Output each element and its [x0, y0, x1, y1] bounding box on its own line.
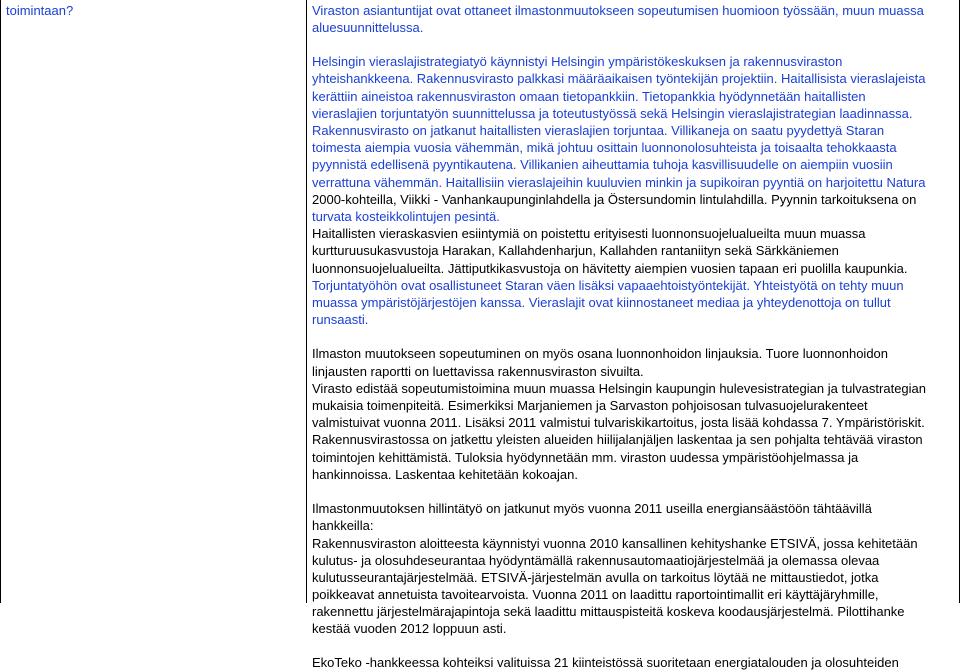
text-line — [312, 19, 423, 37]
text-segment: vieraslajien torjuntatyön suunnittelussa ja toteutustyössä sekä Helsingin vieraslajistrategian laadinnassa. — [312, 106, 913, 121]
text-segment: kestää vuoden 2012 loppuun asti. — [312, 621, 507, 636]
text-line — [312, 569, 879, 587]
text-segment: kulutusseurantajärjestelmää. ETSIVÄ-järjestelmän avulla on tarkoitus löytää ne mittaustiedot, jotka — [312, 570, 879, 585]
text-segment: pyynnistä edellisenä pyyntikautena. Villikanien aiheuttamia tuhoja kasvillisuudelle on aiempiin vuosiin — [312, 157, 893, 172]
text-segment: hankinnoissa. Laskentaa kehitetään kokoajan. — [312, 467, 578, 482]
text-line — [312, 105, 913, 123]
text-line — [312, 311, 368, 329]
text-segment: Haitallisten vieraskasvien esiintymiä on poistettu erityisesti luonnonsuojelualueilta muun muassa — [312, 226, 866, 241]
text-segment: toimesta aiempia vuosia vähemmän, mikä johtuu osittain luonnonolosuhteista ja toisaalta tehokkaasta — [312, 140, 897, 155]
text-line — [312, 620, 506, 638]
text-line — [312, 603, 905, 621]
text-segment: Virasto edistää sopeutumistoimina muun muassa Helsingin kaupungin hulevesistrategian ja tulvastrategian — [312, 381, 927, 396]
text-line — [312, 208, 500, 226]
text-line — [312, 517, 373, 535]
text-segment: toimintojen kehittämistä. Tuloksia hyödynnetään mm. viraston uudessa ympäristöohjelmassa ja — [312, 450, 859, 465]
text-line — [312, 53, 842, 71]
table-left-border — [0, 0, 1, 603]
text-segment: luonnonsuojelualueilta. Jättiputkikasvustoja on hävitetty aiempien vuosien tapaan eri puolilla kaupunkia. — [312, 261, 908, 276]
text-segment: runsaasti. — [312, 312, 369, 327]
table-column-divider — [306, 0, 307, 603]
text-line — [312, 174, 925, 192]
text-line — [312, 431, 923, 449]
text-line — [312, 586, 879, 604]
text-segment: kurtturuusukasvustoja Harakan, Kallahdenharjun, Kallahden rantaniityn sekä Särkkäniemen — [312, 243, 839, 258]
text-segment: verrattuna vähemmän. Haitallisiin vieraslajeihin kuuluvien minkin ja supikoiran pyyntiä on harjoitettu Natura — [312, 175, 926, 190]
text-line — [312, 654, 899, 672]
text-line — [312, 139, 897, 157]
text-segment: Viraston asiantuntijat ovat ottaneet ilmastonmuutokseen sopeutumisen huomioon työssään, muun muassa — [312, 3, 924, 18]
text-line — [312, 535, 918, 553]
text-line — [312, 88, 866, 106]
text-segment: Helsingin vieraslajistrategiatyö käynnistyi Helsingin ympäristökeskuksen ja rakennusviraston — [312, 54, 843, 69]
text-line — [312, 363, 644, 381]
text-segment: turvata kosteikkolintujen pesintä. — [312, 209, 500, 224]
text-line — [312, 414, 925, 432]
text-line — [312, 225, 866, 243]
text-segment: Ilmaston muutokseen sopeutuminen on myös osana luonnonhoidon linjauksia. Tuore luonnonhoidon — [312, 346, 889, 361]
text-segment: muassa ympäristöjärjestöjen kanssa. Vieraslajit ovat kiinnostaneet mediaa ja yhteydenottoja on tullut — [312, 295, 891, 310]
text-segment: valmistuivat vuonna 2011. Lisäksi 2011 valmistui tulvariskikartoitus, josta lisää kohdassa 7. Ympäristöriskit. — [312, 415, 925, 430]
text-segment: mukaisia toimenpiteitä. Esimerkiksi Marjaniemen ja Sarvaston pohjoisosan tulvasuojelurakenteet — [312, 398, 868, 413]
text-segment: poikkeavat annetuista tavoitearvoista. Vuonna 2011 on laadittu raportointimallit eri käyttäjäryhmille, — [312, 587, 879, 602]
text-segment: kerättiin aineistoa rakennusviraston omaan tietopankkiin. Tietopankkia hyödynnetään haitallisten — [312, 89, 866, 104]
text-segment: Rakennusviraston aloitteesta käynnistyi vuonna 2010 kansallinen kehityshanke ETSIVÄ, jossa kehitetään — [312, 536, 918, 551]
text-segment: Torjuntatyöhön ovat osallistuneet Staran väen lisäksi vapaaehtoistyöntekijät. Yhteistyötä on tehty muun — [312, 278, 904, 293]
text-line — [312, 122, 884, 140]
text-line — [312, 397, 868, 415]
text-line — [312, 380, 926, 398]
text-line — [312, 277, 904, 295]
question-text: toimintaan? — [6, 3, 74, 18]
text-line — [312, 449, 858, 467]
text-segment: Ilmastonmuutoksen hillintätyö on jatkunut myös vuonna 2011 useilla energiansäästöön tähtäävillä — [312, 501, 872, 516]
text-line — [312, 500, 872, 518]
text-segment: aluesuunnittelussa. — [312, 20, 424, 35]
text-line — [312, 345, 888, 363]
text-segment: EkoTeko -hankkeessa kohteiksi valituissa 21 kiinteistössä suoritetaan energiatalouden ja olosuhteiden — [312, 655, 899, 670]
text-line — [312, 191, 916, 209]
text-segment: linjausten raportti on luettavissa rakennusviraston sivuilta. — [312, 364, 644, 379]
text-line — [312, 552, 879, 570]
text-line — [312, 260, 908, 278]
text-segment: hankkeilla: — [312, 518, 374, 533]
text-line — [312, 70, 925, 88]
text-line — [312, 466, 578, 484]
text-segment: 2000-kohteilla, Viikki - Vanhankaupunginlahdella ja Östersundomin lintulahdilla. Pyynnin tarkoituksena on — [312, 192, 917, 207]
text-segment: rakennettu järjestelmärajapintoja sekä laadittu mittauspisteitä koskeva koodausjärjestelmä. Pilottihanke — [312, 604, 905, 619]
text-segment: yhteishankkeena. Rakennusvirasto palkkasi määräaikaisen työntekijän projektiin. Haitallisista vieraslajeista — [312, 71, 926, 86]
text-line — [312, 294, 891, 312]
text-line — [312, 242, 839, 260]
text-segment: Rakennusvirastossa on jatkettu yleisten alueiden hiilijalanjäljen laskentaa ja sen pohjalta tehtävää viraston — [312, 432, 923, 447]
text-segment: Rakennusvirasto on jatkanut haitallisten vieraslajien torjuntaa. Villikaneja on saatu pyydettyä Staran — [312, 123, 885, 138]
text-segment: kulutus- ja olosuhdeseurantaa hyödyntämällä rakennusautomaatiojärjestelmää ja olemassa olevaa — [312, 553, 880, 568]
text-line — [312, 156, 893, 174]
text-line — [312, 2, 924, 20]
